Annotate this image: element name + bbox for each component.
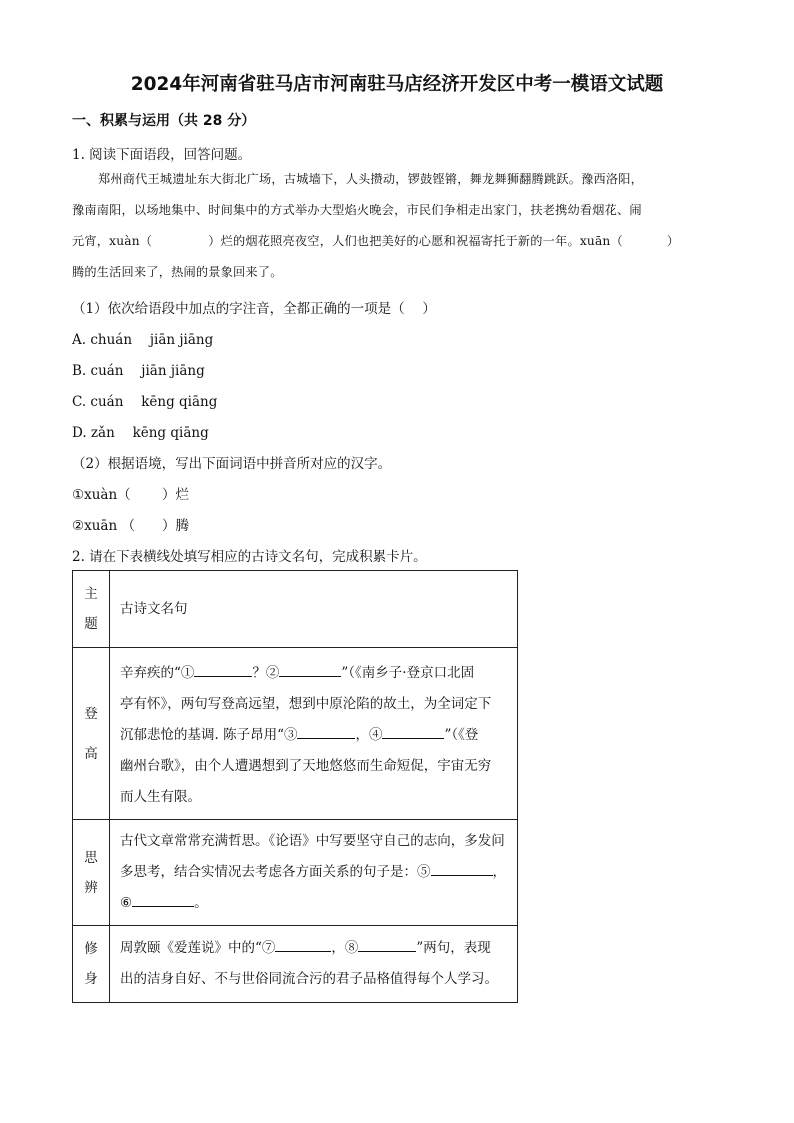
reading-passage (72, 164, 724, 288)
option-a[interactable]: A. chuán jiān jiāng (72, 332, 214, 348)
fill-blank-2[interactable]: ②xuān （ ）腾 (72, 518, 189, 534)
option-b[interactable]: B. cuán jiān jiāng (72, 363, 205, 379)
blank-6[interactable] (132, 906, 194, 907)
accumulation-card-table (72, 570, 518, 1003)
fill-blank-1[interactable]: ①xuàn（ ）烂 (72, 487, 189, 503)
content-xiushen: 周敦颐《爱莲说》中的“⑦ ，⑧ ”两句，表现 出的洁身自好、不与世俗同流合污的君子品格值得每个人学习。 (110, 926, 518, 1003)
blank-7[interactable] (275, 951, 331, 952)
question-1-sub-2: （2）根据语境，写出下面词语中拼音所对应的汉字。 (72, 456, 392, 472)
theme-sibian: 思辨 (73, 820, 110, 926)
blank-8[interactable] (358, 951, 416, 952)
question-2-stem: 2. 请在下表横线处填写相应的古诗文名句，完成积累卡片。 (72, 549, 427, 565)
table-row-xiushen (73, 926, 518, 1003)
blank-5[interactable] (431, 875, 493, 876)
section-heading: 一、积累与运用（共 28 分） (72, 113, 256, 129)
passage-line-4: 腾的生活回来了，热闹的景象回来了。 (72, 265, 283, 279)
blank-1[interactable] (194, 676, 252, 677)
theme-denggao: 登高 (73, 648, 110, 820)
question-1-stem: 1. 阅读下面语段，回答问题。 (72, 147, 252, 163)
content-sibian: 古代文章常常充满哲思。《论语》中写要坚守自己的志向，多发问 多思考，结合实情况去考虑各方面关系的句子是：⑤ ， ⑥ 。 (110, 820, 518, 926)
table-header-row (73, 571, 518, 648)
content-denggao: 辛弃疾的“① ？② ”（《南乡子·登京口北固 亭有怀》，两句写登高远望，想到中原沦陷的故土，为全词定下 沉郁悲怆的基调. 陈子昂用“③ ，④ ”（《登 幽州台歌》，由个人遭遇想到了天地悠悠而生命短促，宇宙无穷 而人生有限。 (110, 648, 518, 820)
question-1-sub-1: （1）依次给语段中加点的字注音，全都正确的一项是（ ） (72, 301, 436, 317)
header-theme: 主题 (73, 571, 110, 648)
option-c[interactable]: C. cuán kēng qiāng (72, 394, 218, 410)
option-d[interactable]: D. zǎn kēng qiāng (72, 425, 209, 441)
exam-title: 2024年河南省驻马店市河南驻马店经济开发区中考一模语文试题 (130, 74, 664, 95)
table-row-denggao (73, 648, 518, 820)
theme-xiushen: 修身 (73, 926, 110, 1003)
table-row-sibian (73, 820, 518, 926)
blank-3[interactable] (297, 738, 355, 739)
passage-line-2: 豫南南阳，以场地集中、时间集中的方式举办大型焰火晚会，市民们争相走出家门，扶老携幼看烟花、闹 (72, 203, 642, 217)
header-content: 古诗文名句 (110, 571, 518, 648)
passage-line-1: 郑州商代王城遗址东大街北广场，古城墙下，人头攒动，锣鼓铿锵，舞龙舞狮翻腾跳跃。豫西洛阳， (98, 172, 644, 186)
blank-2[interactable] (279, 676, 341, 677)
passage-line-3: 元宵，xuàn（ ）烂的烟花照亮夜空，人们也把美好的心愿和祝福寄托于新的一年。xuān（ ） (72, 234, 680, 248)
blank-4[interactable] (382, 738, 444, 739)
